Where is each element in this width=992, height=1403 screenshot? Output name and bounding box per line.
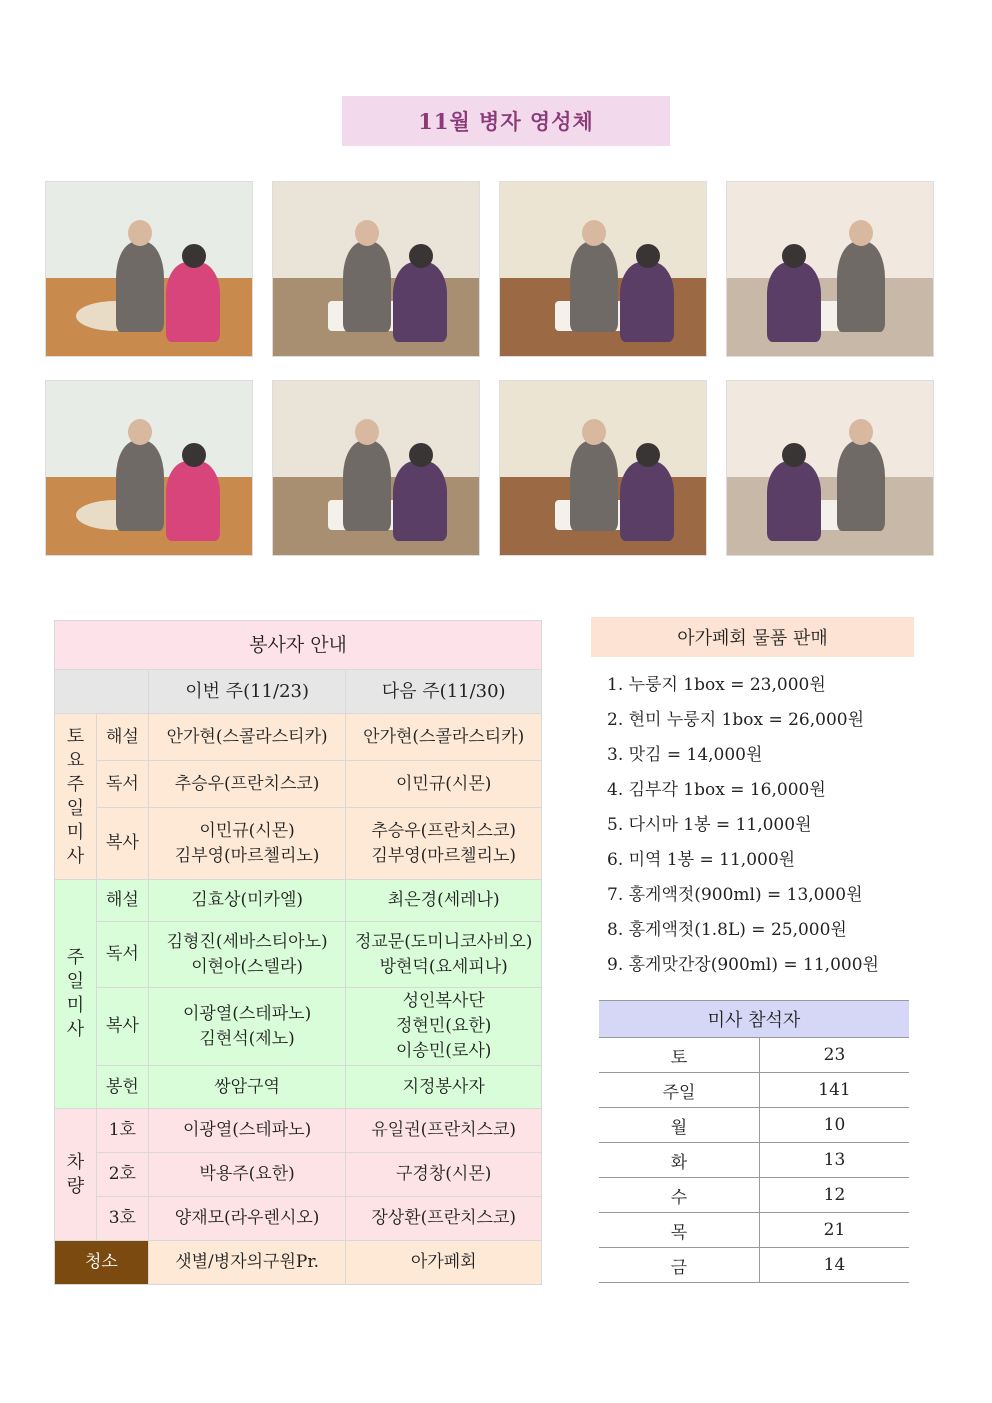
group-label-char: 사 (66, 1019, 85, 1040)
cleaning-label: 청소 (55, 1241, 149, 1285)
saturday-group-label (55, 714, 97, 880)
agape-item: 2. 현미 누룽지 1box = 26,000원 (607, 710, 865, 730)
table-row (55, 1197, 542, 1241)
attendance-day: 화 (599, 1143, 760, 1178)
attendance-day: 금 (599, 1248, 760, 1283)
photo-home-visit-8 (726, 380, 934, 556)
table-row (55, 1241, 542, 1285)
group-label-char: 미 (66, 995, 85, 1016)
role-cell: 복사 (96, 988, 148, 1066)
page-title: 11월 병자 영성체 (342, 96, 670, 146)
photo-home-visit-4 (726, 181, 934, 357)
attendance-count: 21 (760, 1213, 910, 1248)
table-row (55, 922, 542, 988)
attendance-day: 목 (599, 1213, 760, 1248)
attendance-row (599, 1248, 909, 1283)
this-week-cell (148, 1197, 346, 1241)
agape-item-list (607, 669, 879, 984)
empty-header-cell (55, 670, 149, 714)
next-week-cell (346, 808, 542, 880)
next-week-cell (346, 1197, 542, 1241)
photo-room-table-5 (45, 380, 253, 556)
attendance-row (599, 1108, 909, 1143)
next-week-cell (346, 880, 542, 922)
table-row (55, 880, 542, 922)
next-week-cell (346, 1153, 542, 1197)
role-cell: 독서 (96, 922, 148, 988)
this-week-line: 김부영(마르첼리노) (174, 845, 320, 866)
attendance-heading: 미사 참석자 (599, 1001, 909, 1038)
role-cell: 2호 (96, 1153, 148, 1197)
this-week-line: 이민규(시몬) (199, 820, 295, 841)
next-week-line: 방현덕(요세피나) (379, 956, 508, 977)
attendance-row (599, 1178, 909, 1213)
next-week-header: 다음 주(11/30) (346, 670, 542, 714)
attendance-count: 12 (760, 1178, 910, 1213)
group-label-char: 일 (66, 797, 85, 819)
this-week-line: 김현석(제노) (199, 1028, 295, 1049)
this-week-line: 이광열(스테파노) (182, 1120, 312, 1140)
agape-item: 7. 홍게액젓(900ml) = 13,000원 (607, 885, 863, 905)
this-week-cell (148, 922, 346, 988)
this-week-cell (148, 808, 346, 880)
car-group-label (55, 1109, 97, 1241)
volunteer-heading: 봉사자 안내 (55, 621, 542, 670)
this-week-line: 안가현(스콜라스티카) (166, 726, 328, 747)
attendance-row (599, 1038, 909, 1073)
cleaning-this-week: 샛별/병자의구원Pr. (148, 1241, 346, 1285)
group-label-char: 차 (66, 1151, 85, 1173)
agape-item: 6. 미역 1봉 = 11,000원 (607, 850, 796, 870)
next-week-line: 유일권(프란치스코) (371, 1120, 517, 1140)
volunteer-table (54, 620, 542, 1285)
this-week-line: 김형진(세바스티아노) (166, 931, 328, 952)
agape-item: 9. 홍게맛간장(900ml) = 11,000원 (607, 955, 879, 975)
this-week-line: 양재모(라우렌시오) (174, 1208, 320, 1228)
group-label-char: 사 (66, 845, 85, 867)
table-row (55, 1109, 542, 1153)
next-week-line: 구경창(시몬) (396, 1164, 492, 1184)
this-week-cell (148, 988, 346, 1066)
group-label-char: 주 (66, 947, 85, 968)
this-week-line: 박용주(요한) (199, 1164, 295, 1184)
group-label-char: 량 (66, 1175, 85, 1197)
next-week-line: 이민규(시몬) (396, 773, 492, 794)
this-week-line: 쌍암구역 (214, 1076, 280, 1097)
attendance-table (599, 1000, 909, 1283)
attendance-day: 주일 (599, 1073, 760, 1108)
role-cell: 해설 (96, 880, 148, 922)
attendance-row (599, 1213, 909, 1248)
role-cell: 3호 (96, 1197, 148, 1241)
role-cell: 해설 (96, 714, 148, 761)
photo-home-visit-6 (272, 380, 480, 556)
next-week-line: 정교문(도미니코사비오) (354, 931, 533, 952)
agape-item: 3. 맛김 = 14,000원 (607, 745, 763, 765)
next-week-line: 김부영(마르첼리노) (371, 845, 517, 866)
sunday-group-label (55, 880, 97, 1109)
attendance-count: 141 (760, 1073, 910, 1108)
photo-home-visit-2 (272, 181, 480, 357)
photo-home-visit-7 (499, 380, 707, 556)
group-label-char: 토 (66, 725, 85, 747)
next-week-cell (346, 922, 542, 988)
this-week-cell (148, 761, 346, 808)
agape-item: 5. 다시마 1봉 = 11,000원 (607, 815, 812, 835)
table-row (55, 1066, 542, 1109)
next-week-cell (346, 988, 542, 1066)
role-cell: 1호 (96, 1109, 148, 1153)
role-cell: 독서 (96, 761, 148, 808)
next-week-cell (346, 714, 542, 761)
group-label-char: 미 (66, 821, 85, 843)
next-week-line: 이송민(로사) (396, 1041, 492, 1061)
attendance-row (599, 1143, 909, 1178)
agape-item: 4. 김부각 1box = 16,000원 (607, 780, 826, 800)
next-week-line: 추승우(프란치스코) (371, 820, 517, 841)
this-week-cell (148, 714, 346, 761)
table-row (55, 808, 542, 880)
table-row (55, 1153, 542, 1197)
group-label-char: 일 (66, 971, 85, 992)
this-week-line: 추승우(프란치스코) (174, 773, 320, 794)
attendance-count: 10 (760, 1108, 910, 1143)
group-label-char: 주 (66, 773, 85, 795)
this-week-cell (148, 880, 346, 922)
next-week-line: 장상환(프란치스코) (371, 1208, 517, 1228)
photo-room-table-1 (45, 181, 253, 357)
attendance-count: 13 (760, 1143, 910, 1178)
agape-item: 1. 누룽지 1box = 23,000원 (607, 675, 826, 695)
table-row (55, 988, 542, 1066)
this-week-line: 이현아(스텔라) (191, 956, 303, 977)
agape-item: 8. 홍게액젓(1.8L) = 25,000원 (607, 920, 847, 940)
table-row (55, 714, 542, 761)
this-week-line: 이광열(스테파노) (182, 1003, 312, 1024)
attendance-day: 수 (599, 1178, 760, 1213)
group-label-char: 요 (66, 749, 85, 771)
agape-heading: 아가페회 물품 판매 (591, 617, 914, 657)
attendance-count: 23 (760, 1038, 910, 1073)
next-week-line: 안가현(스콜라스티카) (363, 726, 525, 747)
attendance-count: 14 (760, 1248, 910, 1283)
table-row (55, 761, 542, 808)
role-cell: 봉헌 (96, 1066, 148, 1109)
this-week-cell (148, 1109, 346, 1153)
this-week-cell (148, 1153, 346, 1197)
attendance-day: 토 (599, 1038, 760, 1073)
next-week-line: 성인복사단 (402, 991, 485, 1011)
attendance-row (599, 1073, 909, 1108)
next-week-line: 지정봉사자 (402, 1076, 485, 1097)
this-week-header: 이번 주(11/23) (148, 670, 346, 714)
photo-home-visit-3 (499, 181, 707, 357)
next-week-cell (346, 761, 542, 808)
next-week-line: 정현민(요한) (396, 1016, 492, 1036)
next-week-cell (346, 1109, 542, 1153)
cleaning-next-week: 아가페회 (346, 1241, 542, 1285)
next-week-line: 최은경(세레나) (387, 890, 500, 910)
role-cell: 복사 (96, 808, 148, 880)
next-week-cell (346, 1066, 542, 1109)
this-week-line: 김효상(미카엘) (191, 890, 303, 910)
attendance-day: 월 (599, 1108, 760, 1143)
this-week-cell (148, 1066, 346, 1109)
